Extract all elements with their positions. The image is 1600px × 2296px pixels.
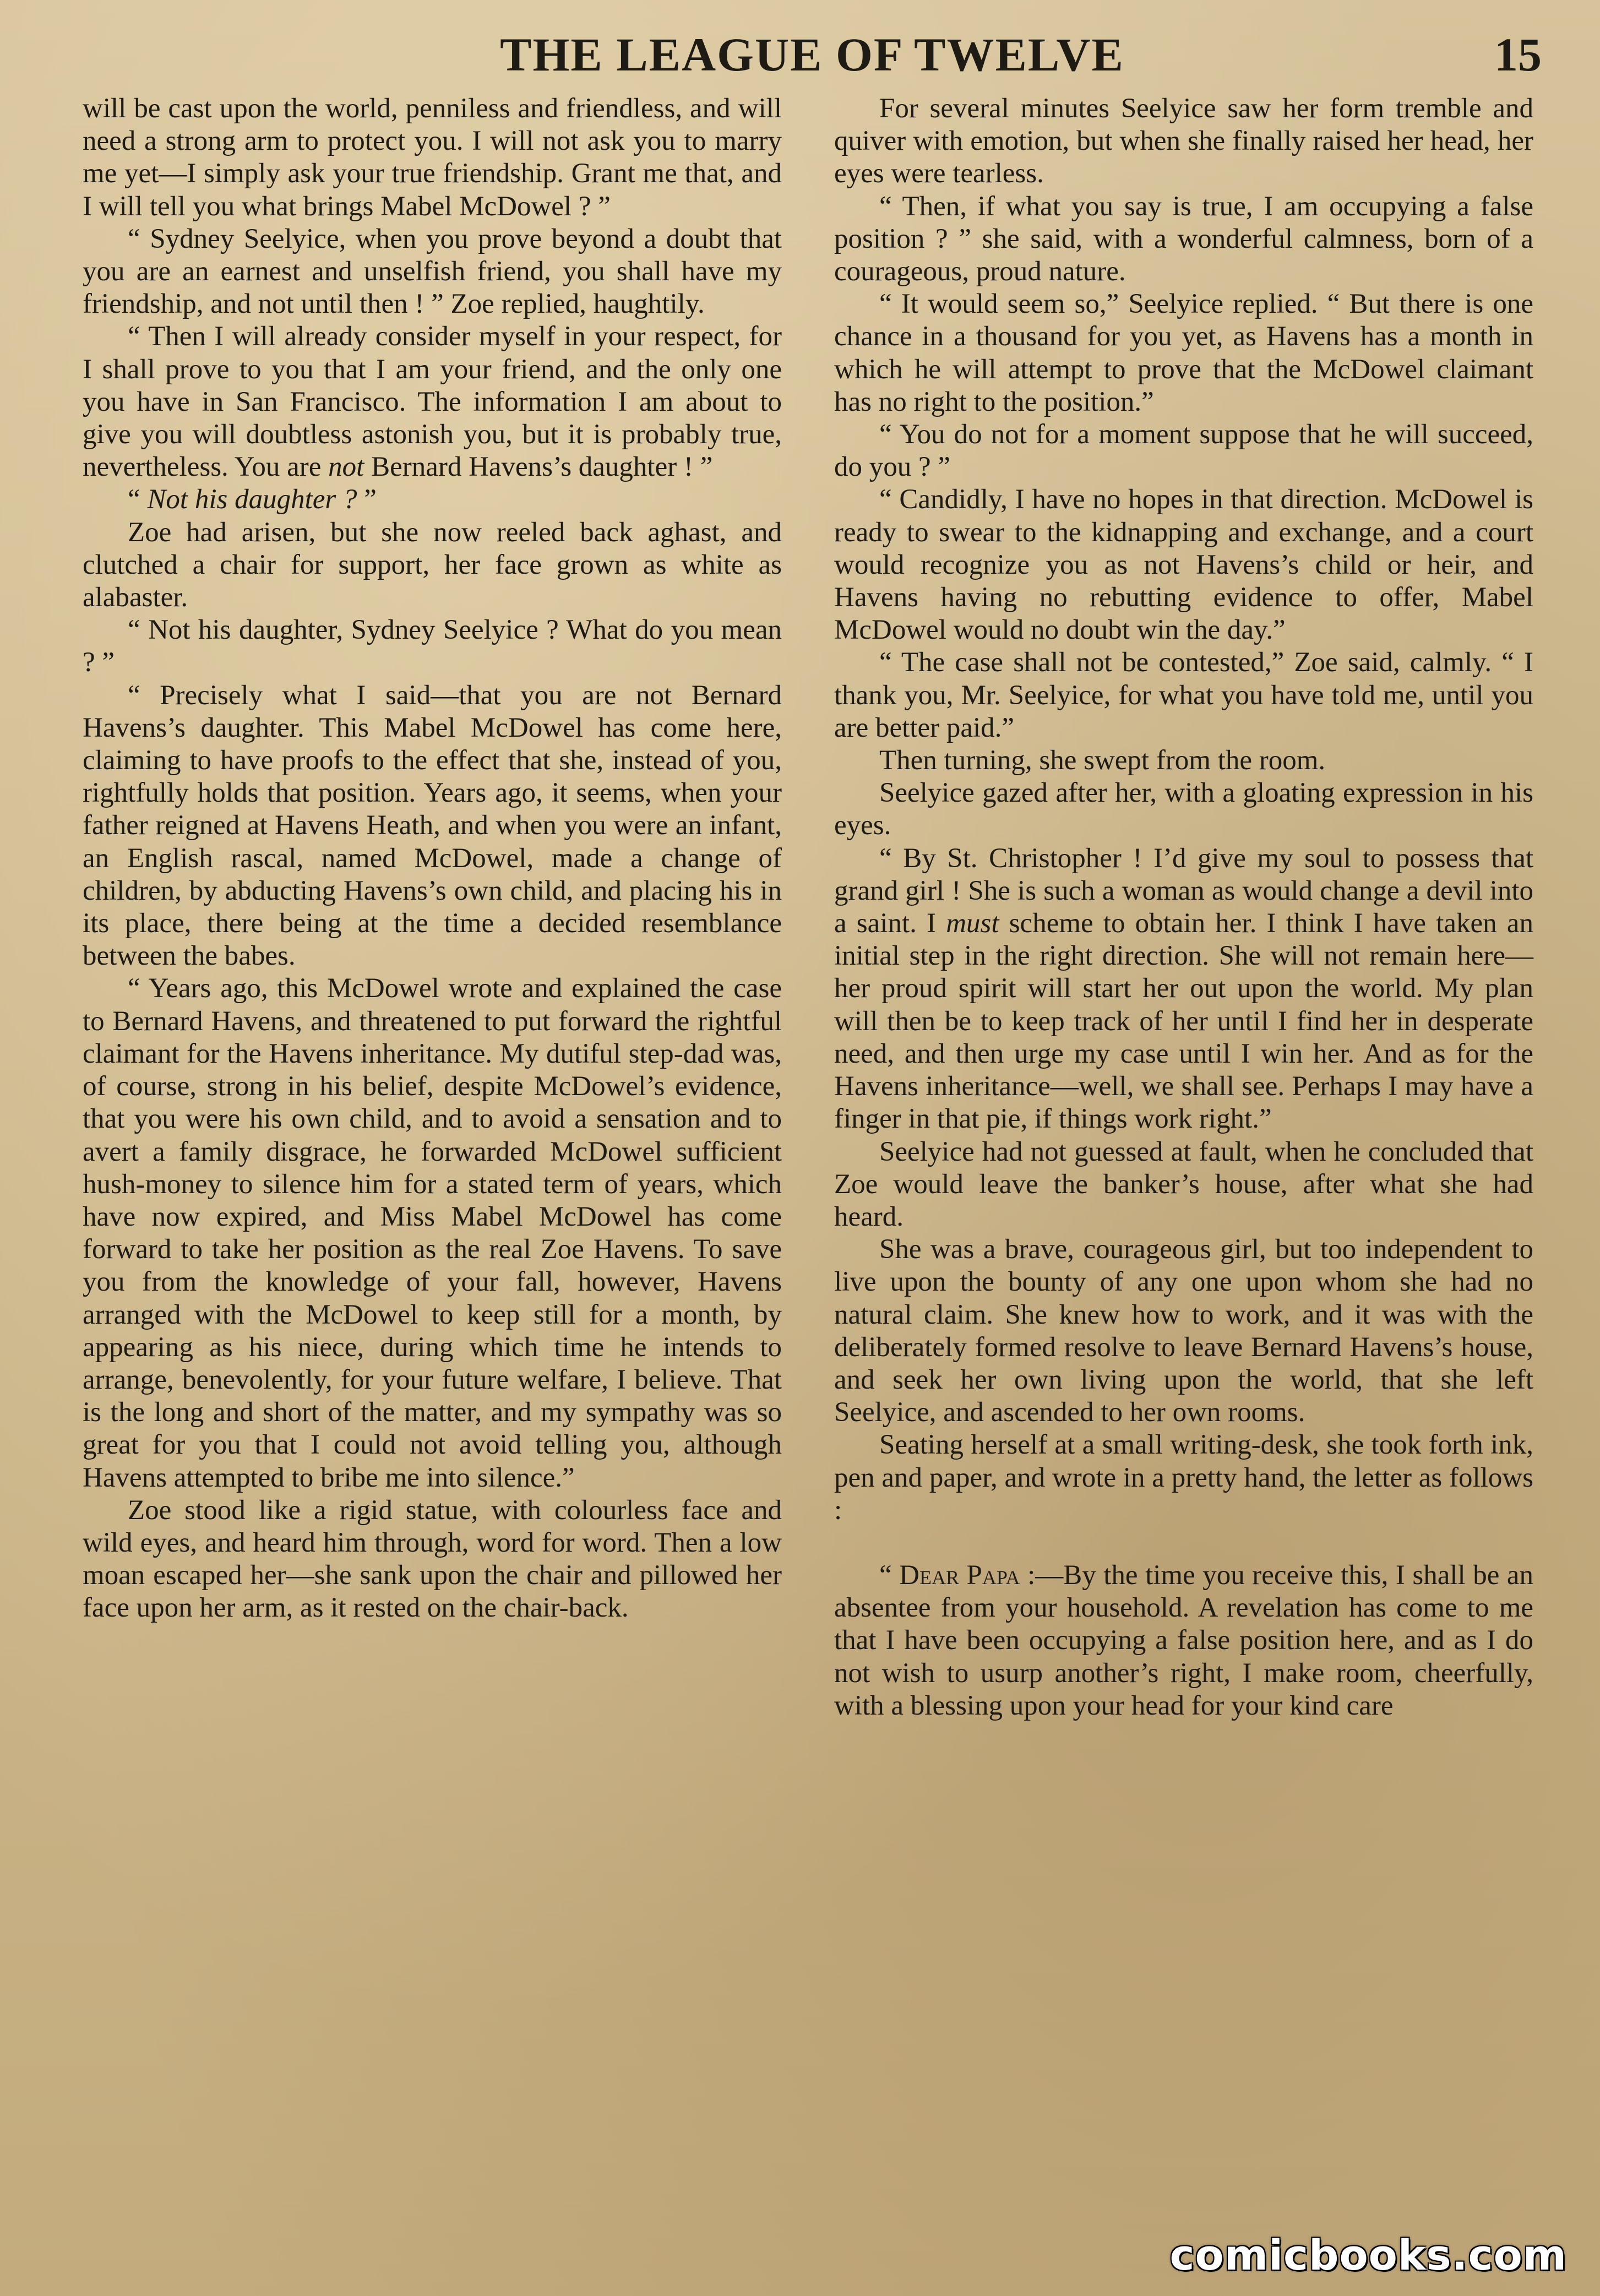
page-number: 15 xyxy=(1494,28,1542,81)
paragraph: “ Then I will already consider myself in your respect, for I shall prove to you that I am your friend, and the only one you have in San Francisco. The information I am about to give you will doubtless astonish you, but it is probably true, nevertheless. You are not Bernard Havens’s daughter ! ” xyxy=(83,321,782,483)
paragraph: She was a brave, courageous girl, but too independent to live upon the bounty of any one upon whom she had no natural claim. She knew how to work, and it was with the deliberately formed resolve to leave Bernard Havens’s house, and seek her own living upon the world, that she left Seelyice, and ascended to her own rooms. xyxy=(834,1234,1533,1428)
paragraph: Zoe had arisen, but she now reeled back aghast, and clutched a chair for support, her face grown as white as alabaster. xyxy=(83,516,782,613)
paragraph: “ By St. Christopher ! I’d give my soul to possess that grand girl ! She is such a woman as would change a devil into a saint. I must scheme to obtain her. I think I have taken an initial step in the right direction. She will not remain here—her proud spirit will start her out upon the world. My plan will then be to keep track of her until I find her in desperate need, and then urge my case until I win her. And as for the Havens inheritance—well, we shall see. Perhaps I may have a finger in that pie, if things work right.” xyxy=(834,842,1533,1135)
letter-paragraph: “ Dear Papa :—By the time you receive this, I shall be an absentee from your household. A revelation has come to me that I have been occupying a false position here, and as I do not wish to usurp another’s right, I make room, cheerfully, with a blessing upon your head for your kind care xyxy=(834,1559,1533,1721)
paragraph: “ It would seem so,” Seelyice replied. “ But there is one chance in a thousand for you yet, as Havens has a month in which he will attempt to prove that the McDowel claimant has no right to the position.” xyxy=(834,289,1533,417)
emphasis: Not his daughter ? xyxy=(147,484,357,515)
paragraph: Zoe stood like a rigid statue, with colourless face and wild eyes, and heard him through, word for word. Then a low moan escaped her—she sank upon the chair and pillowed her face upon her arm, as it rested on the chair-back. xyxy=(83,1494,782,1624)
paragraph: “ Precisely what I said—that you are not Bernard Havens’s daughter. This Mabel McDowel has come here, claiming to have proofs to the effect that she, instead of you, rightfully holds that position. Years ago, it seems, when your father reigned at Havens Heath, and when you were an infant, an English rascal, named McDowel, made a change of children, by abducting Havens’s own child, and placing his in its place, there being at the time a decided resemblance between the babes. xyxy=(83,679,782,972)
emphasis: not xyxy=(328,451,364,483)
paragraph: Seating herself at a small writing-desk, she took forth ink, pen and paper, and wrote in a pretty hand, the letter as follows : xyxy=(834,1429,1533,1526)
paragraph: “ The case shall not be contested,” Zoe said, calmly. “ I thank you, Mr. Seelyice, for what you have told me, until you are better paid.” xyxy=(834,647,1533,743)
paragraph: Seelyice had not guessed at fault, when he concluded that Zoe would leave the banker’s house, after what she had heard. xyxy=(834,1136,1533,1232)
paragraph: “ Sydney Seelyice, when you prove beyond a doubt that you are an earnest and unselfish friend, you shall have my friendship, and not until then ! ” Zoe replied, haughtily. xyxy=(83,223,782,320)
letter-salutation: “ Dear Papa xyxy=(879,1559,1020,1591)
running-title: THE LEAGUE OF TWELVE xyxy=(500,28,1124,81)
paragraph: Seelyice gazed after her, with a gloating expression in his eyes. xyxy=(834,777,1533,841)
paragraph: will be cast upon the world, penniless and friendless, and will need a strong arm to protect you. I will not ask you to marry me yet—I simply ask your true friendship. Grant me that, and I will tell you what brings Mabel McDowel ? ” xyxy=(83,93,782,222)
left-column xyxy=(83,93,782,1625)
paragraph: “ Candidly, I have no hopes in that direction. McDowel is ready to swear to the kidnapping and exchange, and a court would recognize you as not Havens’s child or heir, and Havens having no rebutting evidence to offer, Mabel McDowel would no doubt win the day.” xyxy=(834,484,1533,646)
paragraph: “ Then, if what you say is true, I am occupying a false position ? ” she said, with a wonderful calmness, born of a courageous, proud nature. xyxy=(834,191,1533,287)
page-header xyxy=(83,24,1542,85)
paragraph: “ Not his daughter, Sydney Seelyice ? What do you mean ? ” xyxy=(83,614,782,678)
emphasis: must xyxy=(946,908,999,939)
paragraph: For several minutes Seelyice saw her form tremble and quiver with emotion, but when she finally raised her head, her eyes were tearless. xyxy=(834,93,1533,189)
site-watermark: comicbooks.com xyxy=(1169,2230,1567,2279)
right-column xyxy=(834,93,1533,1722)
paragraph: Then turning, she swept from the room. xyxy=(879,745,1326,776)
paragraph: “ Not his daughter ? ” xyxy=(128,484,377,515)
paragraph: “ Years ago, this McDowel wrote and explained the case to Bernard Havens, and threatened to put forward the rightful claimant for the Havens inheritance. My dutiful step-dad was, of course, strong in his belief, despite McDowel’s evidence, that you were his own child, and to avoid a sensation and to avert a family disgrace, he forwarded McDowel sufficient hush-money to silence him for a stated term of years, which have now expired, and Miss Mabel McDowel has come forward to take her position as the real Zoe Havens. To save you from the knowledge of your fall, however, Havens arranged with the McDowel to keep still for a month, by appearing as his niece, during which time he intends to arrange, benevolently, for your future welfare, I believe. That is the long and short of the matter, and my sympathy was so great for you that I could not avoid telling you, although Havens attempted to bribe me into silence.” xyxy=(83,973,782,1493)
paragraph: “ You do not for a moment suppose that he will succeed, do you ? ” xyxy=(834,419,1533,483)
